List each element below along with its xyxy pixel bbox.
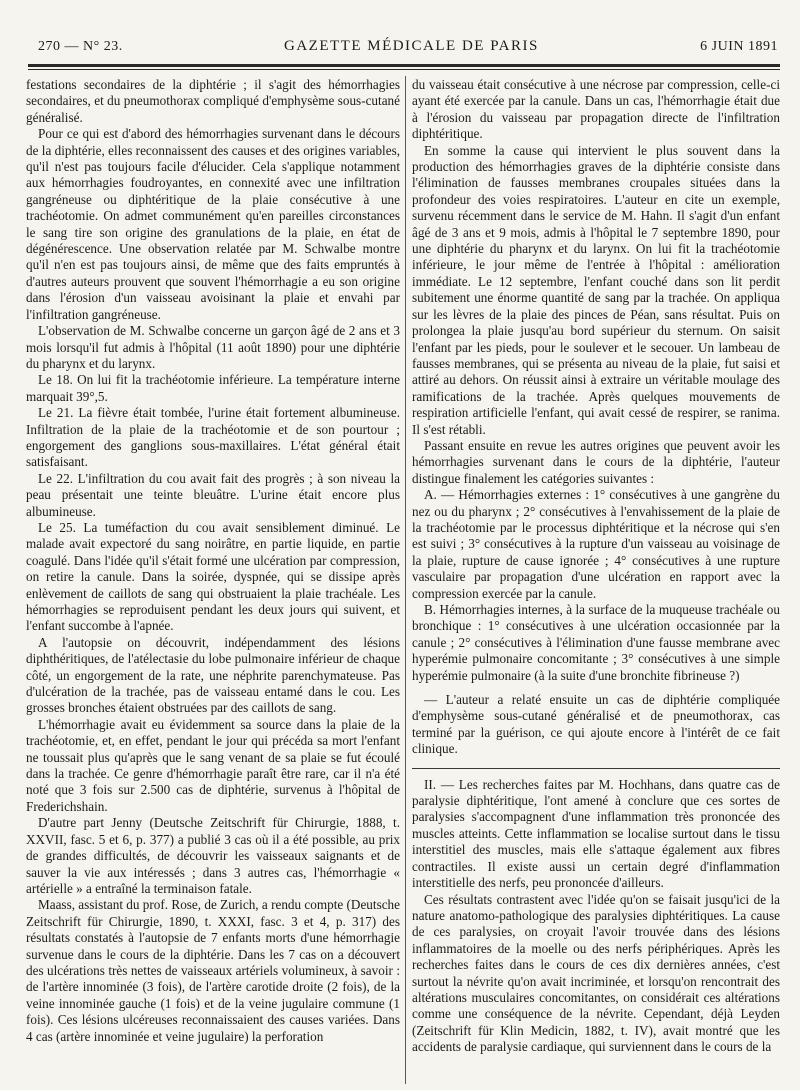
paragraph: En somme la cause qui intervient le plus souvent dans la production des hémorrhagies graves de la diphtérie consiste dans l'élimination de fausses membranes croupales situées dans la profondeur des voies respiratoires. L'auteur en cite un exemple, survenu récemment dans le service de M. Hahn. Il s'agit d'un enfant âgé de 3 ans et 9 mois, admis à l'hôpital le 7 septembre 1890, pour une diphtérie du pharynx et du larynx. On lui fit la trachéotomie inférieure, le jour même de l'entrée à l'hôpital : amélioration immédiate. Le 12 septembre, l'enfant couché dans son lit perdit subitement une énorme quantité de sang par la trachée. On appliqua sur les lèvres de la plaie des pinces de Péan, sans résultat. Puis on prolongea la plaie jusqu'au bord supérieur du sternum. On saisit l'enfant par les pieds, pour le soulever et le secouer. Un lambeau de fausses membranes, qui se présenta au niveau de la plaie, fut saisi et attiré au dehors. On réussit ainsi à extraire un véritable moulage des ramifications de la trachée. Après quelques mouvements de respiration artificielle l'enfant, qui avait cessé de respirer, se ranima. Il s'est rétabli. (412, 142, 780, 437)
paragraph: L'observation de M. Schwalbe concerne un garçon âgé de 2 ans et 3 mois lorsqu'il fut admis à l'hôpital (11 août 1890) pour une diphtérie du pharynx et du larynx. (26, 323, 400, 371)
page-number: 270 — N° 23. (38, 39, 123, 54)
paragraph: A l'autopsie on découvrit, indépendamment des lésions diphthéritiques, de l'atélectasie du lobe pulmonaire inférieur de chaque côté, un engorgement de la rate, une néphrite parenchymateuse. Pas d'ulcération de la trachée, pas de vaisseau entamé dans le cou. Les grosses bronches étaient obstruées par des caillots de sang. (26, 634, 400, 716)
column-divider (405, 76, 406, 1084)
paragraph: Passant ensuite en revue les autres origines que peuvent avoir les hémorrhagies survenant dans le cours de la diphtérie, l'auteur distingue finalement les catégories suivantes : (412, 437, 780, 486)
paragraph: Le 25. La tuméfaction du cou avait sensiblement diminué. Le malade avait expectoré du sang noirâtre, en partie liquide, en partie coagulé. Dans l'idée qu'il s'était formé une ulcération par compression, on retire la canule. Dans la soirée, dyspnée, qui se dissipe après enlèvement de caillots de sang qui obstruaient la plaie trachéale. Les hémorrhagies se reproduisent pendant les deux jours qui suivent, et l'enfant succombe à l'apnée. (26, 519, 400, 634)
section-divider (412, 768, 780, 769)
paragraph: festations secondaires de la diphtérie ; il s'agit des hémorrhagies secondaires, et du pneumothorax compliqué d'emphysème sous-cutané généralisé. (26, 77, 400, 125)
paragraph: du vaisseau était consécutive à une nécrose par compression, celle-ci ayant été exercée par la canule. Dans un cas, l'hémorrhagie était due à l'érosion du vaisseau par propagation directe de l'infiltration diphtéritique. (412, 77, 780, 142)
paragraph: Le 18. On lui fit la trachéotomie inférieure. La température interne marquait 39°,5. (26, 372, 400, 404)
header-rule (28, 64, 780, 70)
paragraph: Pour ce qui est d'abord des hémorrhagies survenant dans le décours de la diphtérie, elles reconnaissent des causes et des origines variables, qu'il n'est pas toujours facile d'élucider. Cela s'applique notamment aux hémorrhagies foudroyantes, en connexité avec une infiltration gangréneuse ou diphtéritique de la plaie consécutive à une trachéotomie. On admet communément qu'en pareilles circonstances le sang tire son origine des granulations de la plaie, en état de dégénérescence. Une observation relatée par M. Schwalbe montre qu'il n'en est pas toujours ainsi, de même que des faits empruntés à d'autres auteurs prouvent que souvent l'hémorrhagie a eu son origine dans l'érosion d'un vaisseau avoisinant la plaie et envahi par l'infiltration gangréneuse. (26, 126, 400, 322)
paragraph: A. — Hémorrhagies externes : 1° consécutives à une gangrène du nez ou du pharynx ; 2° consécutives à l'envahissement de la plaie de la trachéotomie par le processus diphtéritique et la nécrose qui s'en est suivi ; 3° consécutives à la rupture d'un vaisseau au voisinage de la plaie, rupture de cause ignorée ; 4° consécutives à une rupture vasculaire par propagation d'une ulcération en rapport avec la compression exercée par la canule. (412, 487, 780, 601)
page-header (38, 38, 778, 58)
paragraph: L'hémorrhagie avait eu évidemment sa source dans la plaie de la trachéotomie, et, en effet, pendant le jour qui précéda sa mort l'enfant ne toussait plus qu'après que le sang venant de sa plaie se fut écoulé dans la trachée. Ce genre d'hémorrhagie paraît être rare, car il n'a été noté que 3 fois sur 2.500 cas de diphtérie, survenus à l'hôpital de Frederichshain. (26, 716, 400, 814)
journal-title: GAZETTE MÉDICALE DE PARIS (284, 38, 539, 54)
right-column (412, 77, 780, 1085)
paragraph: — L'auteur a relaté ensuite un cas de diphtérie compliquée d'emphysème sous-cutané généralisé et de pneumothorax, cas terminé par la guérison, ce qui ajoute encore à l'intérêt de ce fait clinique. (412, 692, 780, 757)
paragraph: B. Hémorrhagies internes, à la surface de la muqueuse trachéale ou bronchique : 1° consécutives à une ulcération occasionnée par la canule ; 2° consécutives à l'élimination d'une fausse membrane avec hyperémie pulmonaire concomitante ; 3° consécutives à une simple hyperémie pulmonaire (à la suite d'une bronchite fibrineuse ?) (412, 602, 780, 683)
left-column (26, 77, 400, 1085)
paragraph: Le 22. L'infiltration du cou avait fait des progrès ; à son niveau la peau présentait une teinte bleuâtre. L'urine était encore plus albumineuse. (26, 470, 400, 519)
paragraph: Ces résultats contrastent avec l'idée qu'on se faisait jusqu'ici de la nature anatomo-pathologique des paralysies diphtéritiques. La cause de ces paralysies, on croyait l'avoir trouvée dans des lésions inflammatoires de la moelle ou des nerfs périphériques. Après les recherches faites dans le cours de ces dix dernières années, c'est surtout la névrite qu'on avait incriminée, et lorsqu'on rencontrait des altérations musculaires concomitantes, on considérait ces altérations comme une conséquence de la névrite. Cependant, déjà Leyden (Zeitschrift für Klin Medicin, 1882, t. IV), avait montré que les accidents de paralysie cardiaque, qui surviennent dans le cours de la (412, 891, 780, 1055)
paragraph: D'autre part Jenny (Deutsche Zeitschrift für Chirurgie, 1888, t. XXVII, fasc. 5 et 6, p. 377) a publié 3 cas où il a été possible, au prix de grandes difficultés, de découvrir les vaisseaux saignants et de sauver la vie aux intéressés ; dans 3 autres cas, l'hémorrhagie « artérielle » a entraîné la terminaison fatale. (26, 815, 400, 896)
paragraph: Maass, assistant du prof. Rose, de Zurich, a rendu compte (Deutsche Zeitschrift für Chirurgie, 1890, t. XXXI, fasc. 3 et 4, p. 317) des résultats constatés à l'autopsie de 7 enfants morts d'une hémorrhagie survenue dans le cours de la diphtérie. Dans les 7 cas on a découvert des ulcérations très nettes de vaisseaux artériels volumineux, à savoir : de l'artère innominée (3 fois), de l'artère carotide droite (2 fois), de la veine innominée gauche (1 fois) et de la veine jugulaire commune (1 fois). Ces lésions ulcéreuses reconnaissaient des causes variées. Dans 4 cas (artère innominée et veine jugulaire) la perforation (26, 897, 400, 1044)
paragraph: Le 21. La fièvre était tombée, l'urine était fortement albumineuse. Infiltration de la plaie de la trachéotomie et de son pourtour ; engorgement des ganglions sous-maxillaires. L'état général était satisfaisant. (26, 405, 400, 470)
paragraph: II. — Les recherches faites par M. Hochhans, dans quatre cas de paralysie diphtéritique, l'ont amené à conclure que ces sortes de paralysies s'accompagnent d'une inflammation très prononcée des muscles atteints. Cette inflammation se localise surtout dans le tissu interstitiel des muscles, mais elle s'attaque également aux fibres contractiles. Il existe aussi un certain degré d'inflammation interstitielle des nerfs, peu prononcée d'ailleurs. (412, 776, 780, 891)
issue-date: 6 JUIN 1891 (700, 39, 778, 54)
